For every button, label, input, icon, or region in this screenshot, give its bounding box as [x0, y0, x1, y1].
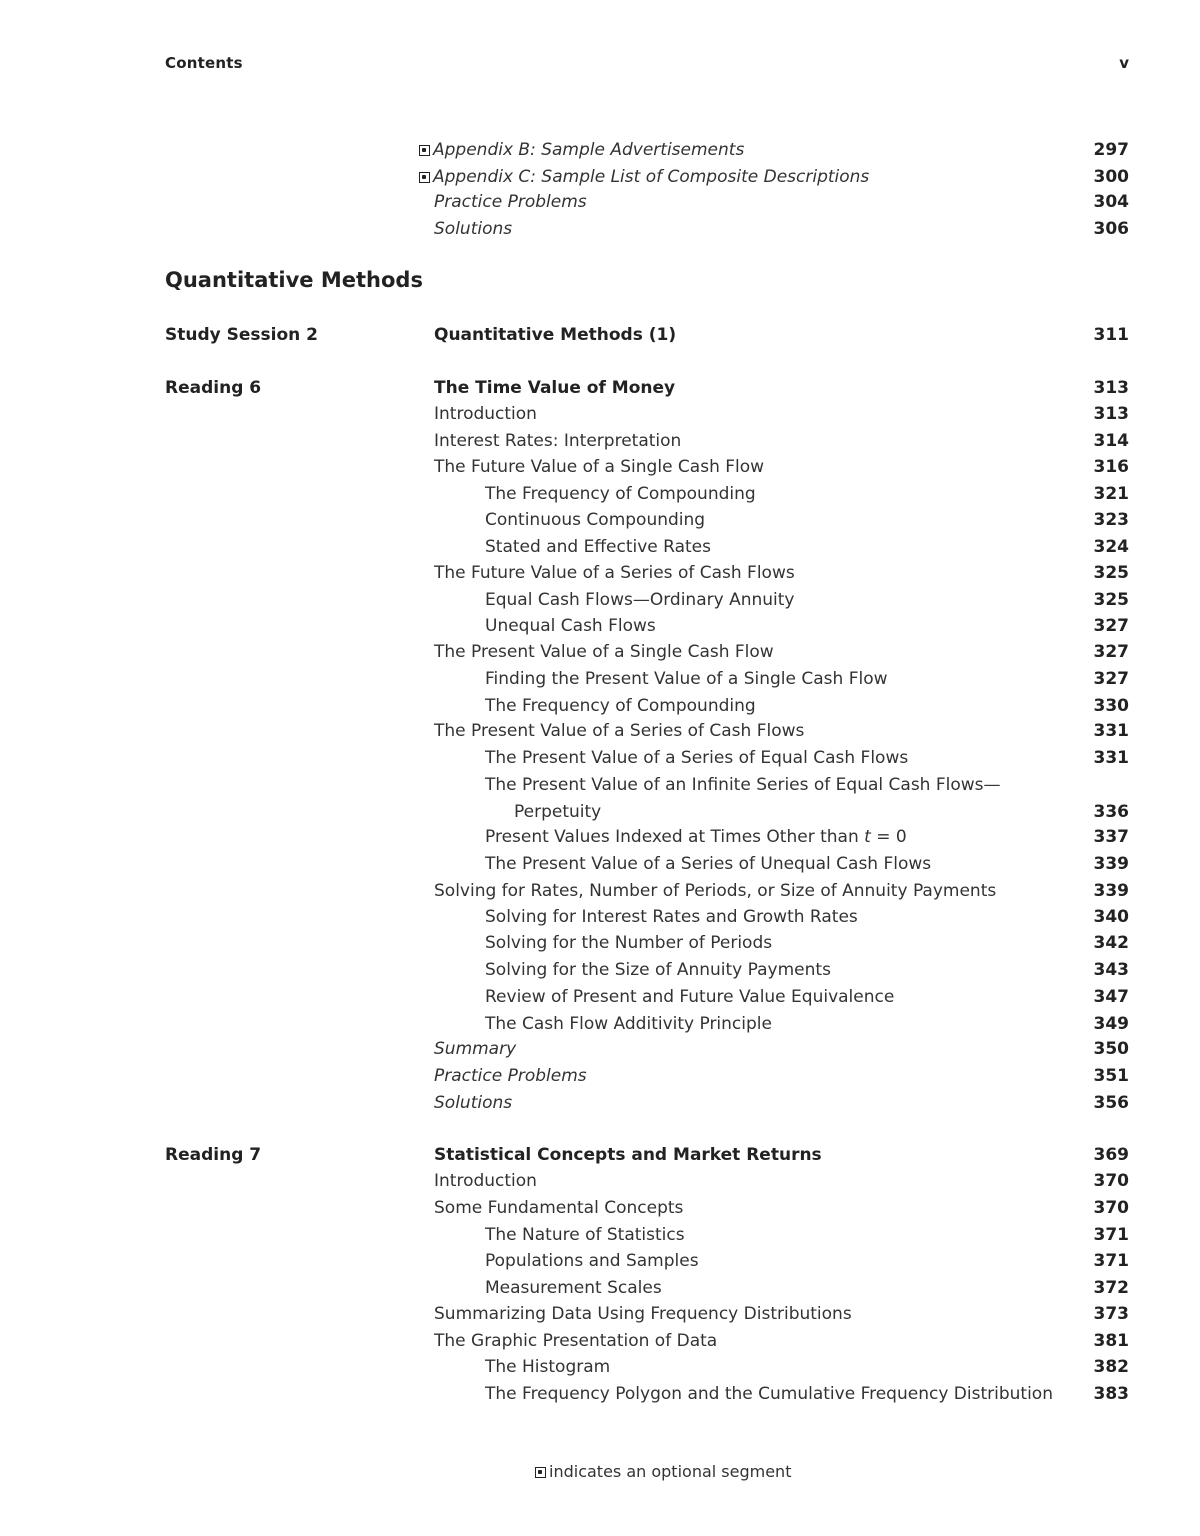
toc-reading-6[interactable] — [0, 375, 1200, 401]
toc-entry[interactable] — [0, 587, 1200, 613]
reading-label: Reading 7 — [165, 1145, 262, 1165]
reading-title: Statistical Concepts and Market Returns — [434, 1145, 822, 1165]
reading-page: 369 — [1093, 1145, 1129, 1165]
toc-entry-title: The Present Value of a Series of Cash Flows — [434, 721, 805, 741]
toc-entry-page: 300 — [1093, 167, 1129, 187]
toc-entry[interactable] — [0, 1381, 1200, 1407]
toc-entry-page: 327 — [1093, 642, 1129, 662]
toc-entry-title: Solutions — [434, 219, 513, 239]
toc-entry[interactable] — [0, 1011, 1200, 1037]
toc-entry-page: 327 — [1093, 616, 1129, 636]
toc-entry-title: The Future Value of a Series of Cash Flows — [434, 563, 795, 583]
toc-entry[interactable] — [0, 745, 1200, 771]
toc-entry-page: 351 — [1093, 1066, 1129, 1086]
toc-entry[interactable] — [0, 560, 1200, 586]
toc-entry-page: 343 — [1093, 960, 1129, 980]
toc-entry-page: 330 — [1093, 696, 1129, 716]
toc-entry-title: Appendix B: Sample Advertisements — [419, 137, 744, 163]
toc-entry-page: 316 — [1093, 457, 1129, 477]
toc-entry-title: Stated and Effective Rates — [485, 537, 711, 557]
toc-entry-title: The Present Value of an Infinite Series of Equal Cash Flows— — [485, 775, 1001, 795]
toc-entry-page: 342 — [1093, 933, 1129, 953]
toc-entry-title: The Frequency Polygon and the Cumulative Frequency Distribution — [485, 1384, 1053, 1404]
toc-entry-title: Solving for the Number of Periods — [485, 933, 773, 953]
toc-entry-page: 327 — [1093, 669, 1129, 689]
toc-entry-title: Some Fundamental Concepts — [434, 1198, 684, 1218]
toc-entry-page: 337 — [1093, 827, 1129, 847]
toc-entry-page: 297 — [1093, 140, 1129, 160]
toc-entry-title: The Present Value of a Series of Equal Cash Flows — [485, 748, 909, 768]
toc-entry-title: Continuous Compounding — [485, 510, 706, 530]
reading-title: The Time Value of Money — [434, 378, 676, 398]
toc-entry-page: 381 — [1093, 1331, 1129, 1351]
toc-entry-page: 323 — [1093, 510, 1129, 530]
toc-entry-page: 347 — [1093, 987, 1129, 1007]
variable-t: t — [864, 827, 871, 847]
toc-entry-page: 339 — [1093, 854, 1129, 874]
toc-entry-title: Present Values Indexed at Times Other than t = 0 — [485, 827, 907, 847]
study-session-label: Study Session 2 — [165, 325, 319, 345]
toc-entry[interactable] — [0, 904, 1200, 930]
toc-entry-page: 340 — [1093, 907, 1129, 927]
toc-entry-page: 373 — [1093, 1304, 1129, 1324]
toc-entry-page: 370 — [1093, 1198, 1129, 1218]
toc-entry-page: 336 — [1093, 802, 1129, 822]
toc-entry-page: 321 — [1093, 484, 1129, 504]
toc-entry-title: Interest Rates: Interpretation — [434, 431, 682, 451]
toc-entry[interactable] — [0, 1195, 1200, 1221]
toc-entry-title: The Cash Flow Additivity Principle — [485, 1014, 772, 1034]
toc-entry[interactable] — [0, 693, 1200, 719]
toc-entry[interactable] — [0, 401, 1200, 427]
toc-entry-page: 325 — [1093, 590, 1129, 610]
toc-entry-page: 383 — [1093, 1384, 1129, 1404]
toc-entry[interactable] — [0, 824, 1200, 850]
toc-entry-title: The Future Value of a Single Cash Flow — [434, 457, 765, 477]
optional-segment-note-text: indicates an optional segment — [549, 1462, 792, 1481]
toc-entry-title: Solving for Interest Rates and Growth Rates — [485, 907, 858, 927]
section-heading: Quantitative Methods — [165, 268, 423, 292]
toc-entry-page: 371 — [1093, 1251, 1129, 1271]
toc-entry-page: 382 — [1093, 1357, 1129, 1377]
running-head-page-numeral: v — [1119, 54, 1129, 72]
toc-entry[interactable] — [0, 534, 1200, 560]
toc-entry-page: 356 — [1093, 1093, 1129, 1113]
toc-entry-title: Unequal Cash Flows — [485, 616, 656, 636]
toc-entry-page: 339 — [1093, 881, 1129, 901]
toc-entry-title: Appendix C: Sample List of Composite Descriptions — [419, 164, 869, 190]
optional-segment-note — [535, 1462, 791, 1481]
toc-entry-title: The Nature of Statistics — [485, 1225, 685, 1245]
toc-entry-page: 370 — [1093, 1171, 1129, 1191]
optional-segment-icon — [535, 1467, 546, 1478]
toc-entry-appendix-c[interactable] — [0, 164, 1200, 190]
study-session-title: Quantitative Methods (1) — [434, 325, 677, 345]
toc-reading-7[interactable] — [0, 1142, 1200, 1168]
toc-entry-page: 350 — [1093, 1039, 1129, 1059]
toc-entry[interactable] — [0, 639, 1200, 665]
toc-entry[interactable] — [0, 878, 1200, 904]
toc-entry[interactable] — [0, 1328, 1200, 1354]
optional-segment-icon — [419, 145, 430, 156]
toc-entry[interactable] — [0, 772, 1200, 798]
toc-entry-page: 306 — [1093, 219, 1129, 239]
toc-entry[interactable] — [0, 666, 1200, 692]
toc-entry-title: Introduction — [434, 404, 537, 424]
toc-entry[interactable] — [0, 851, 1200, 877]
toc-entry[interactable] — [0, 1036, 1200, 1062]
toc-entry-title: Measurement Scales — [485, 1278, 662, 1298]
toc-entry[interactable] — [0, 613, 1200, 639]
toc-entry[interactable] — [0, 428, 1200, 454]
toc-entry-title: Solving for Rates, Number of Periods, or Size of Annuity Payments — [434, 881, 997, 901]
toc-entry-title: Practice Problems — [434, 1066, 587, 1086]
toc-entry-title: Introduction — [434, 1171, 537, 1191]
toc-entry-page: 325 — [1093, 563, 1129, 583]
toc-entry-title: Summarizing Data Using Frequency Distributions — [434, 1304, 852, 1324]
toc-entry[interactable] — [0, 1275, 1200, 1301]
toc-entry-page: 331 — [1093, 748, 1129, 768]
toc-entry-title: The Histogram — [485, 1357, 611, 1377]
toc-entry[interactable] — [0, 481, 1200, 507]
toc-entry[interactable] — [0, 454, 1200, 480]
toc-entry-title: The Present Value of a Single Cash Flow — [434, 642, 774, 662]
toc-entry-title: Solving for the Size of Annuity Payments — [485, 960, 831, 980]
toc-entry[interactable] — [0, 930, 1200, 956]
running-head-title: Contents — [165, 54, 243, 72]
toc-entry-title: Equal Cash Flows—Ordinary Annuity — [485, 590, 795, 610]
toc-entry-page: 313 — [1093, 404, 1129, 424]
toc-entry-title: The Present Value of a Series of Unequal Cash Flows — [485, 854, 932, 874]
toc-entry-page: 304 — [1093, 192, 1129, 212]
toc-entry-title: The Frequency of Compounding — [485, 696, 756, 716]
toc-entry-appendix-b[interactable] — [0, 137, 1200, 163]
toc-entry[interactable] — [0, 984, 1200, 1010]
toc-entry-title: Populations and Samples — [485, 1251, 699, 1271]
toc-entry[interactable] — [0, 799, 1200, 825]
toc-entry[interactable] — [0, 1301, 1200, 1327]
toc-entry-page: 331 — [1093, 721, 1129, 741]
toc-entry-page: 372 — [1093, 1278, 1129, 1298]
toc-entry-title: Review of Present and Future Value Equivalence — [485, 987, 895, 1007]
toc-entry-practice-problems[interactable] — [0, 189, 1200, 215]
toc-entry[interactable] — [0, 1354, 1200, 1380]
toc-entry-title: Finding the Present Value of a Single Cash Flow — [485, 669, 888, 689]
toc-entry-title: Perpetuity — [514, 802, 602, 822]
toc-entry-title: Practice Problems — [434, 192, 587, 212]
toc-entry-title: The Graphic Presentation of Data — [434, 1331, 718, 1351]
reading-page: 313 — [1093, 378, 1129, 398]
toc-entry-page: 371 — [1093, 1225, 1129, 1245]
toc-entry-solutions[interactable] — [0, 216, 1200, 242]
toc-entry-page: 314 — [1093, 431, 1129, 451]
toc-entry[interactable] — [0, 1248, 1200, 1274]
reading-label: Reading 6 — [165, 378, 262, 398]
toc-entry-page: 349 — [1093, 1014, 1129, 1034]
toc-entry[interactable] — [0, 507, 1200, 533]
optional-segment-icon — [419, 172, 430, 183]
toc-entry[interactable] — [0, 1090, 1200, 1116]
toc-entry-title: The Frequency of Compounding — [485, 484, 756, 504]
toc-study-session[interactable] — [0, 322, 1200, 348]
toc-entry-title: Solutions — [434, 1093, 513, 1113]
running-head — [165, 54, 1129, 78]
study-session-page: 311 — [1093, 325, 1129, 345]
toc-entry[interactable] — [0, 718, 1200, 744]
toc-entry-title: Summary — [434, 1039, 517, 1059]
toc-entry-page: 324 — [1093, 537, 1129, 557]
toc-entry[interactable] — [0, 1222, 1200, 1248]
toc-entry[interactable] — [0, 1063, 1200, 1089]
toc-entry[interactable] — [0, 1168, 1200, 1194]
toc-entry[interactable] — [0, 957, 1200, 983]
